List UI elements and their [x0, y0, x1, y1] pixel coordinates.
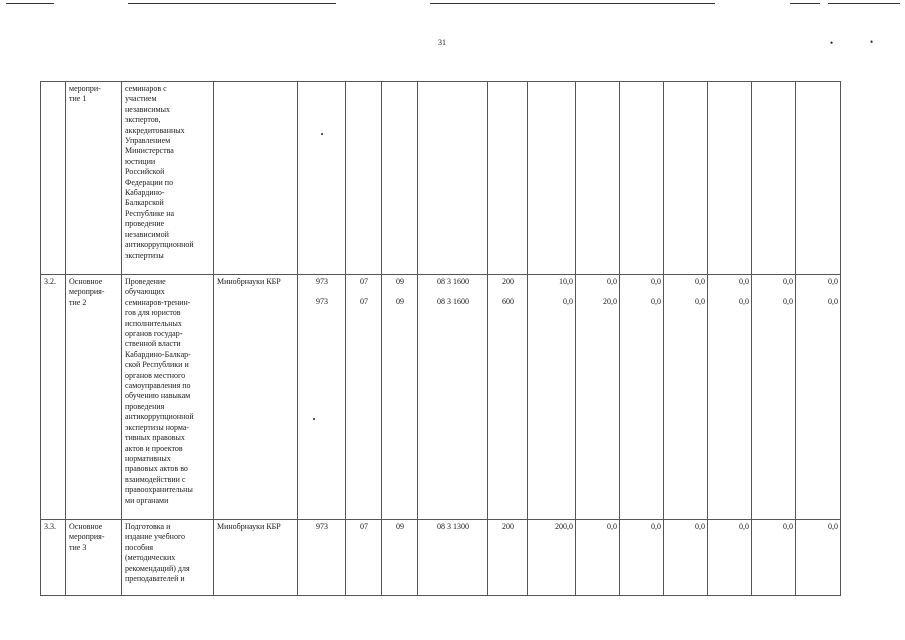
- page-number: 31: [438, 38, 446, 47]
- row-executor: Минобрнауки КБР: [214, 275, 298, 520]
- year-value: 0,0: [828, 297, 838, 306]
- vr-value: 600: [502, 297, 514, 306]
- top-rule: [828, 3, 900, 4]
- year-value: 0,0: [783, 277, 793, 286]
- csr-cell: 08 3 1300: [418, 520, 488, 596]
- year-value: 0,0: [695, 277, 705, 286]
- row-description: Проведение обучающих семинаров-тренин- гов для юристов исполнительных органов государ- ственной власти Кабардино-Балкар- ской Республики и органов местного самоуправления по обучению навыкам проведения антикоррупционной экспертизы норма- тивных правовых актов и проектов нормативных правовых актов во взаимодействии с правоохранительны ми органами: [122, 275, 214, 520]
- year-cell: 0,0: [576, 520, 620, 596]
- grbs-cell: 973: [298, 520, 346, 596]
- year-cell: 0,0: [708, 520, 752, 596]
- pr-value: 09: [396, 297, 404, 306]
- grbs-cell: [298, 82, 346, 275]
- year-cell: [620, 82, 664, 275]
- top-rule: [128, 3, 336, 4]
- year-value: 0,0: [651, 277, 661, 286]
- year-value: 20,0: [603, 297, 617, 306]
- year-cell: 0,0: [664, 520, 708, 596]
- vr-value: 200: [502, 277, 514, 286]
- year-cell: [528, 82, 576, 275]
- row-executor: [214, 82, 298, 275]
- year-cell: [664, 82, 708, 275]
- year-cell: 0,0: [752, 520, 796, 596]
- year-cell: [796, 275, 841, 520]
- pr-cell: 09: [382, 520, 418, 596]
- year-cell: [708, 275, 752, 520]
- table-row: [41, 520, 841, 596]
- year-value: 0,0: [828, 277, 838, 286]
- row-number: 3.2.: [41, 275, 66, 520]
- year-cell: 200,0: [528, 520, 576, 596]
- csr-cell: [418, 275, 488, 520]
- rz-value: 07: [360, 277, 368, 286]
- vr-cell: [488, 275, 528, 520]
- row-description: семинаров с участием независимых экспертов, аккредитованных Управлением Министерства юстиции Российской Федерации по Кабардино- Балкарской Республике на проведение независимой антикоррупционной экспертизы: [122, 82, 214, 275]
- year-value: 0,0: [739, 297, 749, 306]
- row-type: Основное мероприя- тие 2: [66, 275, 122, 520]
- grbs-cell: [298, 275, 346, 520]
- year-cell: [664, 275, 708, 520]
- year-value: 0,0: [783, 297, 793, 306]
- top-rule: [790, 3, 820, 4]
- year-cell: [576, 82, 620, 275]
- year-cell: [752, 275, 796, 520]
- row-number: 3.3.: [41, 520, 66, 596]
- year-value: 10,0: [559, 277, 573, 286]
- year-value: 0,0: [607, 277, 617, 286]
- vr-cell: [488, 82, 528, 275]
- table-row: [41, 82, 841, 275]
- csr-cell: [418, 82, 488, 275]
- table-row: [41, 275, 841, 520]
- grbs-value: 973: [316, 297, 328, 306]
- year-cell: [708, 82, 752, 275]
- stray-mark: •: [870, 37, 874, 47]
- pr-cell: [382, 82, 418, 275]
- row-type: меропри- тие 1: [66, 82, 122, 275]
- top-rule: [6, 3, 54, 4]
- year-value: 0,0: [695, 297, 705, 306]
- year-value: 0,0: [563, 297, 573, 306]
- stray-mark: •: [312, 415, 316, 424]
- year-value: 0,0: [739, 277, 749, 286]
- stray-mark: •: [830, 38, 834, 48]
- csr-value: 08 3 1600: [437, 297, 469, 306]
- rz-cell: [346, 82, 382, 275]
- grbs-value: 973: [316, 277, 328, 286]
- csr-value: 08 3 1600: [437, 277, 469, 286]
- top-rule: [430, 3, 715, 4]
- vr-cell: 200: [488, 520, 528, 596]
- pr-value: 09: [396, 277, 404, 286]
- year-cell: [528, 275, 576, 520]
- row-number: [41, 82, 66, 275]
- row-description: Подготовка и издание учебного пособия (методических рекомендаций) для преподавателей и: [122, 520, 214, 596]
- year-cell: 0,0: [796, 520, 841, 596]
- rz-value: 07: [360, 297, 368, 306]
- pr-cell: [382, 275, 418, 520]
- year-cell: [620, 275, 664, 520]
- year-cell: [576, 275, 620, 520]
- year-value: 0,0: [651, 297, 661, 306]
- year-cell: [796, 82, 841, 275]
- rz-cell: 07: [346, 520, 382, 596]
- budget-table: [40, 81, 841, 596]
- row-executor: Минобрнауки КБР: [214, 520, 298, 596]
- row-type: Основное мероприя- тие 3: [66, 520, 122, 596]
- year-cell: 0,0: [620, 520, 664, 596]
- year-cell: [752, 82, 796, 275]
- stray-mark: •: [320, 130, 324, 139]
- rz-cell: [346, 275, 382, 520]
